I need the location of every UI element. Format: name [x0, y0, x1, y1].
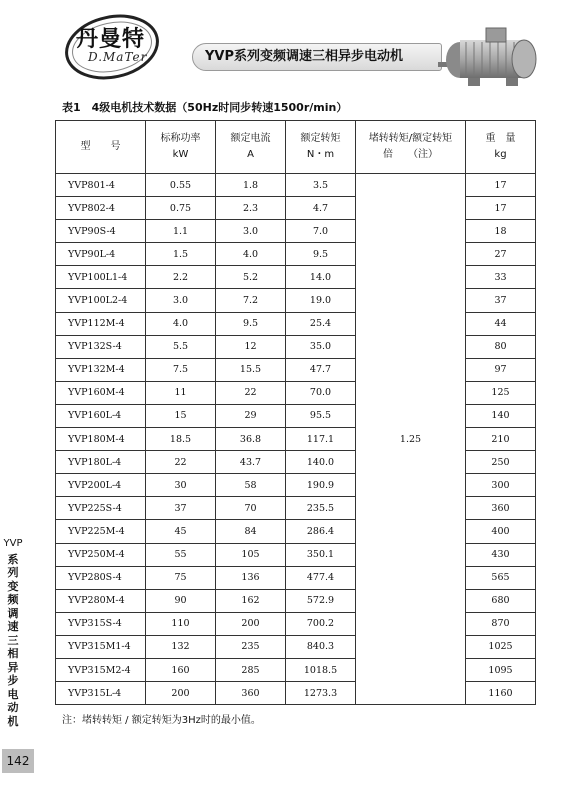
- cell-weight: 17: [466, 174, 536, 197]
- cell-power: 4.0: [146, 312, 216, 335]
- header-locked-rotor-ratio: 堵转转矩/额定转矩 倍 （注）: [356, 121, 466, 174]
- cell-current: 285: [216, 658, 286, 681]
- side-label-char: 速: [7, 620, 19, 633]
- cell-current: 9.5: [216, 312, 286, 335]
- side-label-char: 异: [7, 660, 19, 674]
- table-row: [56, 174, 536, 197]
- cell-power: 1.1: [146, 220, 216, 243]
- cell-current: 58: [216, 474, 286, 497]
- cell-power: 200: [146, 682, 216, 705]
- cell-current: 162: [216, 589, 286, 612]
- series-title: YVP系列变频调速三相异步电动机: [192, 43, 442, 71]
- cell-current: 43.7: [216, 451, 286, 474]
- cell-weight: 33: [466, 266, 536, 289]
- cell-torque: 47.7: [286, 358, 356, 381]
- cell-weight: 400: [466, 520, 536, 543]
- cell-torque: 3.5: [286, 174, 356, 197]
- cell-current: 36.8: [216, 428, 286, 451]
- cell-power: 75: [146, 566, 216, 589]
- cell-model: YVP100L2-4: [56, 289, 146, 312]
- cell-current: 1.8: [216, 174, 286, 197]
- logo-english-name: D.MaTer: [88, 50, 148, 64]
- cell-model: YVP180M-4: [56, 428, 146, 451]
- cell-weight: 44: [466, 312, 536, 335]
- cell-current: 136: [216, 566, 286, 589]
- cell-power: 22: [146, 451, 216, 474]
- cell-torque: 1273.3: [286, 682, 356, 705]
- cell-model: YVP160M-4: [56, 381, 146, 404]
- side-label-char: 步: [7, 674, 19, 687]
- table-header-row: [56, 121, 536, 174]
- cell-torque: 4.7: [286, 197, 356, 220]
- cell-current: 4.0: [216, 243, 286, 266]
- side-label-prefix: YVP: [3, 538, 23, 549]
- cell-current: 84: [216, 520, 286, 543]
- cell-torque: 70.0: [286, 381, 356, 404]
- cell-current: 70: [216, 497, 286, 520]
- cell-weight: 1160: [466, 682, 536, 705]
- table-caption: 表1 4级电机技术数据（50Hz时同步转速1500r/min）: [62, 101, 348, 114]
- cell-model: YVP315M1-4: [56, 635, 146, 658]
- logo-chinese-name: 丹曼特: [76, 27, 146, 52]
- header-power: 标称功率 kW: [146, 121, 216, 174]
- cell-torque: 7.0: [286, 220, 356, 243]
- cell-weight: 125: [466, 381, 536, 404]
- cell-current: 2.3: [216, 197, 286, 220]
- cell-torque: 572.9: [286, 589, 356, 612]
- side-label-char: 频: [7, 593, 19, 606]
- cell-current: 12: [216, 335, 286, 358]
- cell-power: 3.0: [146, 289, 216, 312]
- cell-current: 29: [216, 404, 286, 427]
- cell-weight: 210: [466, 428, 536, 451]
- cell-current: 15.5: [216, 358, 286, 381]
- cell-model: YVP180L-4: [56, 451, 146, 474]
- cell-torque: 286.4: [286, 520, 356, 543]
- cell-power: 110: [146, 612, 216, 635]
- side-label-char: 机: [7, 714, 19, 728]
- cell-current: 105: [216, 543, 286, 566]
- motor-spec-table: [55, 120, 536, 705]
- cell-model: YVP280S-4: [56, 566, 146, 589]
- cell-model: YVP112M-4: [56, 312, 146, 335]
- cell-weight: 1095: [466, 658, 536, 681]
- cell-model: YVP801-4: [56, 174, 146, 197]
- cell-power: 132: [146, 635, 216, 658]
- cell-weight: 37: [466, 289, 536, 312]
- cell-current: 235: [216, 635, 286, 658]
- side-label-char: 变: [7, 579, 19, 593]
- cell-power: 37: [146, 497, 216, 520]
- cell-current: 200: [216, 612, 286, 635]
- cell-weight: 565: [466, 566, 536, 589]
- cell-power: 1.5: [146, 243, 216, 266]
- cell-power: 55: [146, 543, 216, 566]
- cell-power: 18.5: [146, 428, 216, 451]
- cell-torque: 95.5: [286, 404, 356, 427]
- side-label-char: 调: [7, 606, 19, 620]
- cell-power: 0.55: [146, 174, 216, 197]
- table-footnote: 注：堵转转矩 / 额定转矩为3Hz时的最小值。: [62, 715, 261, 726]
- cell-torque: 1018.5: [286, 658, 356, 681]
- cell-weight: 80: [466, 335, 536, 358]
- cell-torque: 235.5: [286, 497, 356, 520]
- cell-torque: 117.1: [286, 428, 356, 451]
- cell-weight: 250: [466, 451, 536, 474]
- cell-current: 3.0: [216, 220, 286, 243]
- cell-locked-rotor-ratio: 1.25: [356, 174, 466, 705]
- cell-torque: 14.0: [286, 266, 356, 289]
- page-number: 142: [2, 749, 34, 773]
- cell-weight: 97: [466, 358, 536, 381]
- cell-model: YVP100L1-4: [56, 266, 146, 289]
- cell-model: YVP280M-4: [56, 589, 146, 612]
- cell-current: 22: [216, 381, 286, 404]
- cell-weight: 430: [466, 543, 536, 566]
- cell-torque: 190.9: [286, 474, 356, 497]
- side-label-char: 列: [7, 566, 19, 579]
- cell-power: 30: [146, 474, 216, 497]
- cell-model: YVP200L-4: [56, 474, 146, 497]
- cell-weight: 18: [466, 220, 536, 243]
- side-label-char: 相: [7, 647, 19, 660]
- cell-model: YVP90L-4: [56, 243, 146, 266]
- cell-weight: 300: [466, 474, 536, 497]
- cell-model: YVP225S-4: [56, 497, 146, 520]
- cell-model: YVP802-4: [56, 197, 146, 220]
- cell-current: 5.2: [216, 266, 286, 289]
- cell-power: 11: [146, 381, 216, 404]
- header-torque: 额定转矩 N・m: [286, 121, 356, 174]
- cell-torque: 700.2: [286, 612, 356, 635]
- cell-current: 360: [216, 682, 286, 705]
- cell-model: YVP90S-4: [56, 220, 146, 243]
- cell-weight: 140: [466, 404, 536, 427]
- cell-weight: 360: [466, 497, 536, 520]
- cell-weight: 17: [466, 197, 536, 220]
- side-label-char: 动: [7, 701, 19, 714]
- cell-power: 0.75: [146, 197, 216, 220]
- cell-model: YVP315L-4: [56, 682, 146, 705]
- side-label-char: 电: [7, 687, 19, 701]
- cell-torque: 35.0: [286, 335, 356, 358]
- cell-power: 160: [146, 658, 216, 681]
- cell-model: YVP160L-4: [56, 404, 146, 427]
- cell-torque: 350.1: [286, 543, 356, 566]
- cell-torque: 19.0: [286, 289, 356, 312]
- cell-power: 45: [146, 520, 216, 543]
- cell-power: 2.2: [146, 266, 216, 289]
- header-current: 额定电流 A: [216, 121, 286, 174]
- cell-power: 5.5: [146, 335, 216, 358]
- side-section-label: [2, 537, 24, 728]
- cell-torque: 140.0: [286, 451, 356, 474]
- cell-model: YVP132S-4: [56, 335, 146, 358]
- cell-model: YVP225M-4: [56, 520, 146, 543]
- cell-weight: 680: [466, 589, 536, 612]
- cell-torque: 25.4: [286, 312, 356, 335]
- cell-model: YVP315M2-4: [56, 658, 146, 681]
- cell-model: YVP315S-4: [56, 612, 146, 635]
- cell-torque: 840.3: [286, 635, 356, 658]
- cell-power: 7.5: [146, 358, 216, 381]
- cell-weight: 870: [466, 612, 536, 635]
- side-label-text: [2, 553, 24, 729]
- cell-torque: 9.5: [286, 243, 356, 266]
- cell-model: YVP250M-4: [56, 543, 146, 566]
- cell-power: 90: [146, 589, 216, 612]
- cell-weight: 1025: [466, 635, 536, 658]
- header-model: 型 号: [56, 121, 146, 174]
- cell-model: YVP132M-4: [56, 358, 146, 381]
- brand-logo: [62, 12, 190, 82]
- side-label-char: 三: [7, 633, 19, 647]
- cell-torque: 477.4: [286, 566, 356, 589]
- header-weight: 重 量 kg: [466, 121, 536, 174]
- cell-power: 15: [146, 404, 216, 427]
- cell-current: 7.2: [216, 289, 286, 312]
- side-label-char: 系: [7, 552, 19, 566]
- electric-motor-icon: [432, 14, 552, 94]
- cell-weight: 27: [466, 243, 536, 266]
